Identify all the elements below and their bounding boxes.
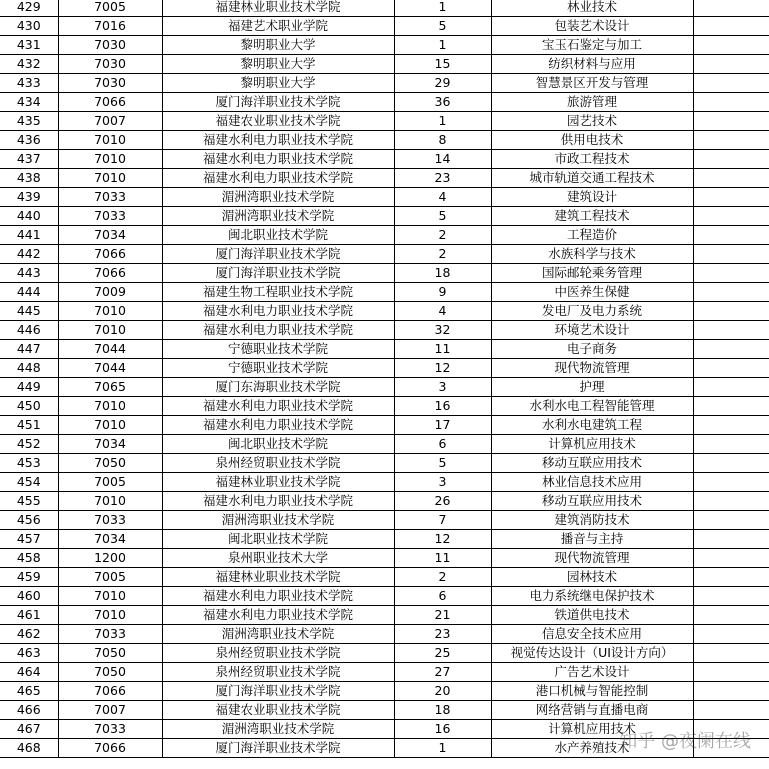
code-cell: 7050 [58, 663, 162, 682]
table-row [0, 264, 769, 283]
code-cell: 7010 [58, 606, 162, 625]
school-name-cell: 宁德职业技术学院 [162, 359, 394, 378]
empty-cell [693, 264, 769, 283]
code-cell: 7007 [58, 701, 162, 720]
row-number-cell: 456 [0, 511, 58, 530]
table-row [0, 435, 769, 454]
major-name-cell: 宝玉石鉴定与加工 [491, 36, 693, 55]
major-name-cell: 信息安全技术应用 [491, 625, 693, 644]
school-name-cell: 福建林业职业技术学院 [162, 568, 394, 587]
code-cell: 7050 [58, 644, 162, 663]
school-name-cell: 厦门海洋职业技术学院 [162, 245, 394, 264]
school-name-cell: 福建水利电力职业技术学院 [162, 587, 394, 606]
major-name-cell: 移动互联应用技术 [491, 454, 693, 473]
table-row [0, 587, 769, 606]
code-cell: 7066 [58, 245, 162, 264]
row-number-cell: 464 [0, 663, 58, 682]
code-cell: 7016 [58, 17, 162, 36]
major-name-cell: 水族科学与技术 [491, 245, 693, 264]
empty-cell [693, 93, 769, 112]
row-number-cell: 443 [0, 264, 58, 283]
code-cell: 7044 [58, 340, 162, 359]
empty-cell [693, 530, 769, 549]
row-number-cell: 449 [0, 378, 58, 397]
table-row [0, 283, 769, 302]
school-name-cell: 泉州经贸职业技术学院 [162, 644, 394, 663]
plan-count-cell: 2 [394, 245, 491, 264]
plan-count-cell: 17 [394, 416, 491, 435]
row-number-cell: 437 [0, 150, 58, 169]
code-cell: 7010 [58, 587, 162, 606]
school-name-cell: 湄洲湾职业技术学院 [162, 207, 394, 226]
code-cell: 7033 [58, 511, 162, 530]
school-name-cell: 湄洲湾职业技术学院 [162, 625, 394, 644]
major-name-cell: 铁道供电技术 [491, 606, 693, 625]
school-name-cell: 福建水利电力职业技术学院 [162, 302, 394, 321]
row-number-cell: 434 [0, 93, 58, 112]
major-name-cell: 包装艺术设计 [491, 17, 693, 36]
row-number-cell: 458 [0, 549, 58, 568]
table-row [0, 397, 769, 416]
school-name-cell: 福建水利电力职业技术学院 [162, 131, 394, 150]
empty-cell [693, 207, 769, 226]
school-name-cell: 闽北职业技术学院 [162, 226, 394, 245]
row-number-cell: 447 [0, 340, 58, 359]
plan-count-cell: 27 [394, 663, 491, 682]
school-name-cell: 福建水利电力职业技术学院 [162, 492, 394, 511]
empty-cell [693, 720, 769, 739]
major-name-cell: 纺织材料与应用 [491, 55, 693, 74]
code-cell: 7010 [58, 492, 162, 511]
row-number-cell: 430 [0, 17, 58, 36]
table-row [0, 340, 769, 359]
major-name-cell: 建筑消防技术 [491, 511, 693, 530]
table-row [0, 302, 769, 321]
school-name-cell: 黎明职业大学 [162, 74, 394, 93]
major-name-cell: 市政工程技术 [491, 150, 693, 169]
major-name-cell: 智慧景区开发与管理 [491, 74, 693, 93]
plan-count-cell: 6 [394, 587, 491, 606]
plan-count-cell: 1 [394, 0, 491, 17]
school-name-cell: 厦门海洋职业技术学院 [162, 264, 394, 283]
row-number-cell: 466 [0, 701, 58, 720]
school-name-cell: 福建水利电力职业技术学院 [162, 321, 394, 340]
plan-count-cell: 3 [394, 378, 491, 397]
school-name-cell: 福建水利电力职业技术学院 [162, 397, 394, 416]
school-name-cell: 湄洲湾职业技术学院 [162, 188, 394, 207]
row-number-cell: 468 [0, 739, 58, 758]
code-cell: 7005 [58, 473, 162, 492]
school-name-cell: 厦门海洋职业技术学院 [162, 93, 394, 112]
empty-cell [693, 188, 769, 207]
empty-cell [693, 169, 769, 188]
major-name-cell: 供用电技术 [491, 131, 693, 150]
code-cell: 7050 [58, 454, 162, 473]
table-row [0, 644, 769, 663]
row-number-cell: 431 [0, 36, 58, 55]
empty-cell [693, 112, 769, 131]
code-cell: 7010 [58, 150, 162, 169]
school-name-cell: 泉州职业技术大学 [162, 549, 394, 568]
table-row [0, 720, 769, 739]
school-name-cell: 湄洲湾职业技术学院 [162, 511, 394, 530]
plan-count-cell: 29 [394, 74, 491, 93]
empty-cell [693, 606, 769, 625]
empty-cell [693, 663, 769, 682]
plan-count-cell: 5 [394, 207, 491, 226]
row-number-cell: 429 [0, 0, 58, 17]
empty-cell [693, 435, 769, 454]
row-number-cell: 439 [0, 188, 58, 207]
code-cell: 7034 [58, 435, 162, 454]
major-name-cell: 国际邮轮乘务管理 [491, 264, 693, 283]
code-cell: 7065 [58, 378, 162, 397]
plan-count-cell: 8 [394, 131, 491, 150]
table-row [0, 568, 769, 587]
row-number-cell: 454 [0, 473, 58, 492]
major-name-cell: 播音与主持 [491, 530, 693, 549]
school-name-cell: 闽北职业技术学院 [162, 530, 394, 549]
code-cell: 7066 [58, 264, 162, 283]
row-number-cell: 433 [0, 74, 58, 93]
row-number-cell: 446 [0, 321, 58, 340]
empty-cell [693, 511, 769, 530]
plan-count-cell: 1 [394, 739, 491, 758]
empty-cell [693, 17, 769, 36]
plan-count-cell: 11 [394, 549, 491, 568]
table-row [0, 245, 769, 264]
empty-cell [693, 55, 769, 74]
plan-count-cell: 11 [394, 340, 491, 359]
row-number-cell: 462 [0, 625, 58, 644]
table-row [0, 473, 769, 492]
row-number-cell: 461 [0, 606, 58, 625]
code-cell: 7010 [58, 302, 162, 321]
empty-cell [693, 568, 769, 587]
plan-count-cell: 26 [394, 492, 491, 511]
row-number-cell: 457 [0, 530, 58, 549]
table-row [0, 131, 769, 150]
table-row [0, 321, 769, 340]
code-cell: 7033 [58, 207, 162, 226]
major-name-cell: 林业信息技术应用 [491, 473, 693, 492]
code-cell: 7030 [58, 74, 162, 93]
table-row [0, 169, 769, 188]
plan-count-cell: 18 [394, 701, 491, 720]
empty-cell [693, 701, 769, 720]
school-name-cell: 福建农业职业技术学院 [162, 701, 394, 720]
major-name-cell: 电子商务 [491, 340, 693, 359]
row-number-cell: 435 [0, 112, 58, 131]
major-name-cell: 园艺技术 [491, 112, 693, 131]
plan-count-cell: 36 [394, 93, 491, 112]
school-name-cell: 泉州经贸职业技术学院 [162, 663, 394, 682]
table-row [0, 112, 769, 131]
plan-count-cell: 23 [394, 169, 491, 188]
code-cell: 7030 [58, 36, 162, 55]
school-name-cell: 黎明职业大学 [162, 36, 394, 55]
table-row [0, 74, 769, 93]
major-name-cell: 电力系统继电保护技术 [491, 587, 693, 606]
row-number-cell: 460 [0, 587, 58, 606]
row-number-cell: 440 [0, 207, 58, 226]
row-number-cell: 451 [0, 416, 58, 435]
row-number-cell: 453 [0, 454, 58, 473]
code-cell: 7010 [58, 131, 162, 150]
major-name-cell: 视觉传达设计（UI设计方向） [491, 644, 693, 663]
school-name-cell: 泉州经贸职业技术学院 [162, 454, 394, 473]
school-name-cell: 湄洲湾职业技术学院 [162, 720, 394, 739]
code-cell: 7034 [58, 226, 162, 245]
school-name-cell: 福建水利电力职业技术学院 [162, 606, 394, 625]
table-row [0, 511, 769, 530]
watermark: 知乎 @夜阑在线 [619, 731, 751, 752]
major-name-cell: 水利水电建筑工程 [491, 416, 693, 435]
code-cell: 7010 [58, 397, 162, 416]
row-number-cell: 455 [0, 492, 58, 511]
code-cell: 7010 [58, 321, 162, 340]
table-row [0, 454, 769, 473]
major-name-cell: 园林技术 [491, 568, 693, 587]
code-cell: 7034 [58, 530, 162, 549]
empty-cell [693, 625, 769, 644]
code-cell: 7066 [58, 93, 162, 112]
school-name-cell: 厦门海洋职业技术学院 [162, 739, 394, 758]
code-cell: 7030 [58, 55, 162, 74]
major-name-cell: 旅游管理 [491, 93, 693, 112]
plan-count-cell: 5 [394, 454, 491, 473]
table-row [0, 93, 769, 112]
empty-cell [693, 226, 769, 245]
school-name-cell: 福建水利电力职业技术学院 [162, 169, 394, 188]
plan-count-cell: 18 [394, 264, 491, 283]
school-name-cell: 福建艺术职业学院 [162, 17, 394, 36]
plan-count-cell: 16 [394, 720, 491, 739]
major-name-cell: 中医养生保健 [491, 283, 693, 302]
code-cell: 7033 [58, 625, 162, 644]
major-name-cell: 计算机应用技术 [491, 435, 693, 454]
major-name-cell: 工程造价 [491, 226, 693, 245]
row-number-cell: 452 [0, 435, 58, 454]
major-name-cell: 环境艺术设计 [491, 321, 693, 340]
table-row [0, 530, 769, 549]
empty-cell [693, 397, 769, 416]
code-cell: 7033 [58, 720, 162, 739]
empty-cell [693, 36, 769, 55]
empty-cell [693, 150, 769, 169]
table-row [0, 226, 769, 245]
empty-cell [693, 492, 769, 511]
major-name-cell: 港口机械与智能控制 [491, 682, 693, 701]
major-name-cell: 发电厂及电力系统 [491, 302, 693, 321]
table-row [0, 663, 769, 682]
table-row [0, 17, 769, 36]
plan-count-cell: 23 [394, 625, 491, 644]
school-name-cell: 福建农业职业技术学院 [162, 112, 394, 131]
major-name-cell: 护理 [491, 378, 693, 397]
empty-cell [693, 549, 769, 568]
plan-count-cell: 16 [394, 397, 491, 416]
plan-count-cell: 3 [394, 473, 491, 492]
empty-cell [693, 283, 769, 302]
row-number-cell: 432 [0, 55, 58, 74]
school-name-cell: 黎明职业大学 [162, 55, 394, 74]
row-number-cell: 465 [0, 682, 58, 701]
school-name-cell: 闽北职业技术学院 [162, 435, 394, 454]
plan-count-cell: 9 [394, 283, 491, 302]
school-name-cell: 福建水利电力职业技术学院 [162, 150, 394, 169]
plan-count-cell: 5 [394, 17, 491, 36]
code-cell: 7005 [58, 0, 162, 17]
major-name-cell: 网络营销与直播电商 [491, 701, 693, 720]
row-number-cell: 448 [0, 359, 58, 378]
row-number-cell: 438 [0, 169, 58, 188]
plan-count-cell: 6 [394, 435, 491, 454]
plan-count-cell: 32 [394, 321, 491, 340]
code-cell: 7010 [58, 169, 162, 188]
table-row [0, 701, 769, 720]
row-number-cell: 459 [0, 568, 58, 587]
table-row [0, 739, 769, 758]
code-cell: 7005 [58, 568, 162, 587]
school-name-cell: 宁德职业技术学院 [162, 340, 394, 359]
plan-count-cell: 14 [394, 150, 491, 169]
major-name-cell: 广告艺术设计 [491, 663, 693, 682]
empty-cell [693, 682, 769, 701]
major-name-cell: 水利水电工程智能管理 [491, 397, 693, 416]
major-name-cell: 建筑工程技术 [491, 207, 693, 226]
row-number-cell: 463 [0, 644, 58, 663]
school-name-cell: 厦门海洋职业技术学院 [162, 682, 394, 701]
plan-count-cell: 12 [394, 359, 491, 378]
empty-cell [693, 359, 769, 378]
school-name-cell: 福建生物工程职业技术学院 [162, 283, 394, 302]
code-cell: 7033 [58, 188, 162, 207]
empty-cell [693, 131, 769, 150]
table-row [0, 492, 769, 511]
empty-cell [693, 587, 769, 606]
row-number-cell: 445 [0, 302, 58, 321]
plan-count-cell: 25 [394, 644, 491, 663]
plan-count-cell: 4 [394, 302, 491, 321]
school-name-cell: 福建林业职业技术学院 [162, 473, 394, 492]
major-name-cell: 计算机应用技术 [491, 720, 693, 739]
major-name-cell: 建筑设计 [491, 188, 693, 207]
table-row [0, 378, 769, 397]
table-row [0, 207, 769, 226]
major-name-cell: 移动互联应用技术 [491, 492, 693, 511]
code-cell: 7010 [58, 416, 162, 435]
plan-count-cell: 1 [394, 112, 491, 131]
table-row [0, 150, 769, 169]
table-row [0, 682, 769, 701]
empty-cell [693, 473, 769, 492]
empty-cell [693, 454, 769, 473]
row-number-cell: 442 [0, 245, 58, 264]
table-row [0, 36, 769, 55]
code-cell: 7066 [58, 682, 162, 701]
row-number-cell: 450 [0, 397, 58, 416]
major-name-cell: 林业技术 [491, 0, 693, 17]
row-number-cell: 441 [0, 226, 58, 245]
school-name-cell: 福建林业职业技术学院 [162, 0, 394, 17]
school-name-cell: 福建水利电力职业技术学院 [162, 416, 394, 435]
plan-count-cell: 2 [394, 226, 491, 245]
plan-count-cell: 20 [394, 682, 491, 701]
school-name-cell: 厦门东海职业技术学院 [162, 378, 394, 397]
major-name-cell: 水产养殖技术 [491, 739, 693, 758]
table-row [0, 416, 769, 435]
table-row [0, 188, 769, 207]
code-cell: 7009 [58, 283, 162, 302]
table-row [0, 55, 769, 74]
table-row [0, 625, 769, 644]
plan-count-cell: 2 [394, 568, 491, 587]
table-row [0, 0, 769, 17]
plan-count-cell: 7 [394, 511, 491, 530]
code-cell: 7044 [58, 359, 162, 378]
major-name-cell: 城市轨道交通工程技术 [491, 169, 693, 188]
plan-count-cell: 4 [394, 188, 491, 207]
empty-cell [693, 245, 769, 264]
empty-cell [693, 302, 769, 321]
empty-cell [693, 644, 769, 663]
empty-cell [693, 74, 769, 93]
code-cell: 7066 [58, 739, 162, 758]
major-name-cell: 现代物流管理 [491, 549, 693, 568]
empty-cell [693, 416, 769, 435]
empty-cell [693, 378, 769, 397]
plan-count-cell: 12 [394, 530, 491, 549]
row-number-cell: 467 [0, 720, 58, 739]
table-row [0, 549, 769, 568]
empty-cell [693, 739, 769, 758]
code-cell: 1200 [58, 549, 162, 568]
empty-cell [693, 340, 769, 359]
plan-count-cell: 1 [394, 36, 491, 55]
plan-count-cell: 15 [394, 55, 491, 74]
table-row [0, 359, 769, 378]
table-row [0, 606, 769, 625]
major-name-cell: 现代物流管理 [491, 359, 693, 378]
row-number-cell: 436 [0, 131, 58, 150]
empty-cell [693, 321, 769, 340]
empty-cell [693, 0, 769, 17]
plan-count-cell: 21 [394, 606, 491, 625]
code-cell: 7007 [58, 112, 162, 131]
row-number-cell: 444 [0, 283, 58, 302]
